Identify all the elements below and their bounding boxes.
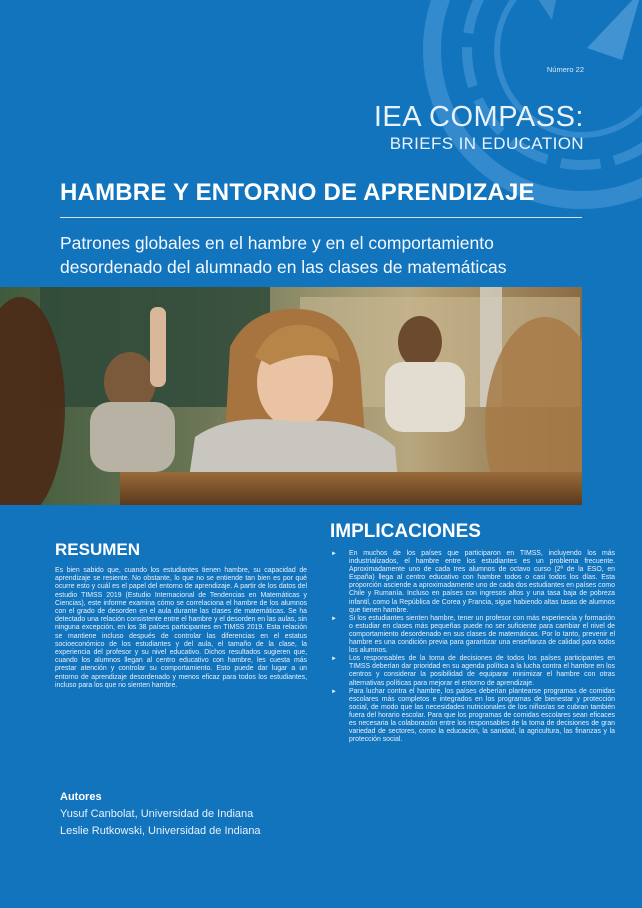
summary-body: Es bien sabido que, cuando los estudiantes tienen hambre, su capacidad de aprendizaje se resiente. No obstante, lo que no se entiende tan bien es por qué ocurre esto y cuál es el papel del entorno de aprendizaje. A partir de los datos del estudio TIMSS 2019 (Estudio Internacional de Tendencias en Matemáticas y Ciencias), este informe examina cómo se correlaciona el hambre de los alumnos con el grado de desorden en el aula durante las clases de matemáticas. Se ha detectado una relación consistente entre el hambre y el desorden en las aulas, sin ninguna excepción, en los 38 países participantes en TIMSS 2019. Esta relación se mantiene incluso después de controlar las diferencias en el estatus socioeconómico de los estudiantes y del aula, el tamaño de la clase, la experiencia del profesor y su nivel educativo. Dichos resultados sugieren que, cuando los alumnos llegan al centro educativo con hambre, les cuesta más prestar atención y controlar su comportamiento. Esto puede dar lugar a un entorno de aprendizaje desordenado y menos eficaz para todos los estudiantes, incluso para los que no sienten hambre. [55, 567, 307, 689]
report-title: HAMBRE Y ENTORNO DE APRENDIZAJE [60, 179, 535, 206]
implication-item [330, 550, 615, 615]
series-title: IEA COMPASS: [373, 101, 584, 133]
implication-item [330, 655, 615, 687]
report-subtitle: Patrones globales en el hambre y en el comportamiento desordenado del alumnado en las clases de matemáticas [60, 233, 507, 277]
implications-heading: IMPLICACIONES [330, 521, 481, 542]
author-2: Leslie Rutkowski, Universidad de Indiana [60, 825, 261, 837]
implication-text: En muchos de los países que participaron en TIMSS, incluyendo los más industrializados, el hambre entre los estudiantes es un problema frecuente. Aproximadamente uno de cada tres alumnos de octavo curso (2º de la ESO, en España) llega al centro educativo con hambre todos o casi todos los días. Esta proporción asciende a aproximadamente uno de cada dos estudiantes en países como Chile y Rumanía. Incluso en países con ingresos altos y una tasa baja de pobreza infantil, como la República de Corea y Francia, sigue habiendo altas tasas de alumnos que tienen hambre. [349, 550, 615, 614]
implications-list [330, 550, 615, 744]
implication-text: Los responsables de la toma de decisiones de todos los países participantes en TIMSS deberían dar prioridad en su agenda política a la lucha contra el hambre en los centros y considerar la posibilidad de equiparar minimizar el hambre con otras alternativas políticas para mejorar el entorno de aprendizaje. [349, 655, 615, 687]
series-subtitle: BRIEFS IN EDUCATION [389, 134, 584, 153]
implication-item [330, 688, 615, 745]
author-1: Yusuf Canbolat, Universidad de Indiana [60, 808, 254, 820]
summary-heading: RESUMEN [55, 540, 141, 559]
classroom-photo [0, 287, 582, 505]
implication-text: Para luchar contra el hambre, los países deberían plantearse programas de comidas escolares más completos e integrados en los programas de bienestar y protección social, de modo que las necesidades nutricionales de los niños/as se cubran también fuera del horario escolar. Para que los programas de comidas escolares sean eficaces es necesaria la colaboración entre los responsables de la toma de decisiones de gran variedad de sectores, como la educación, la sanidad, la agricultura, las finanzas y la protección social. [349, 687, 615, 744]
title-divider [60, 217, 582, 218]
implication-item [330, 615, 615, 655]
bullet-arrow-icon: ► [331, 688, 337, 695]
bullet-arrow-icon: ► [331, 656, 337, 663]
authors-heading: Autores [60, 791, 102, 803]
bullet-arrow-icon: ► [331, 615, 337, 622]
issue-number: Número 22 [546, 65, 584, 74]
implication-text: Si los estudiantes sienten hambre, tener un profesor con más experiencia y formación o estudiar en clases más pequeñas puede no ser suficiente para cambiar el nivel de comportamiento desordenado en sus clases de matemáticas. Por lo tanto, prevenir el hambre es una condición previa para garantizar una enseñanza de calidad para todos los alumnos. [349, 614, 615, 655]
bullet-arrow-icon: ► [331, 551, 337, 557]
